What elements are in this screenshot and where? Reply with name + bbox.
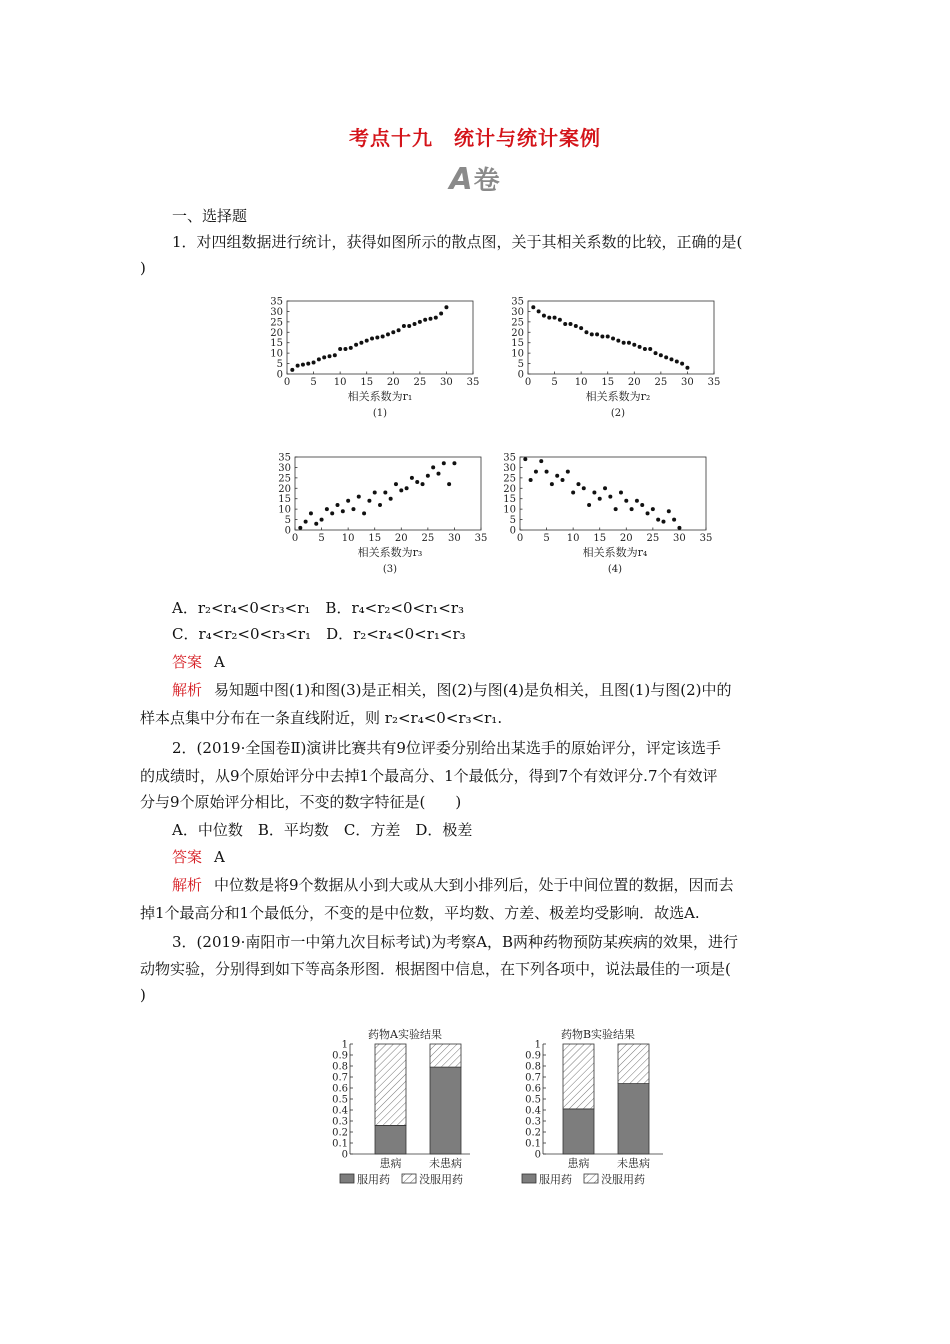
data-point [566,470,570,474]
data-point [407,324,411,328]
data-point [606,334,610,338]
y-tick-label: 0.3 [332,1116,348,1128]
data-point [431,465,435,469]
scatter-plot-2 [511,297,720,420]
data-point [648,347,652,351]
y-tick-label: 0 [534,1149,541,1161]
data-point [563,322,567,326]
y-tick-label: 30 [511,306,524,318]
data-point [595,332,599,336]
data-point [545,470,549,474]
data-point [571,490,575,494]
y-tick-label: 0.2 [332,1127,348,1139]
y-tick-label: 35 [511,296,524,308]
scatter-plot-4 [503,453,712,576]
data-point [553,316,557,320]
x-tick-label: 15 [368,533,382,544]
option-c: r₄<r₂<0<r₃<r₁ [198,625,312,643]
data-point [306,362,310,366]
chart-title: 药物A实验结果 [368,1028,442,1041]
data-point [685,366,689,370]
data-point [590,332,594,336]
bar-charts [0,1020,950,1200]
data-point [558,318,562,322]
bar-chart-a [332,1027,470,1186]
data-point [643,347,647,351]
data-point [397,328,401,332]
x-axis-label: 相关系数为r₁ [347,390,413,403]
bar-no-drug [375,1044,406,1125]
scatter-plot-1 [270,297,479,420]
data-point [619,490,623,494]
y-tick-label: 10 [270,348,283,360]
q2-line3: 分与9个原始评分相比，不变的数字特征是( ) [140,793,462,811]
y-tick-label: 15 [511,338,524,350]
y-tick-label: 0.8 [332,1061,348,1073]
x-tick-label: 35 [466,377,480,388]
data-point [341,509,345,513]
plot-frame [528,301,714,374]
scatter-plot-3 [278,453,487,576]
y-tick-label: 25 [270,317,283,329]
option-d: r₂<r₄<0<r₁<r₃ [353,625,466,643]
y-tick-label: 25 [278,473,291,485]
y-tick-label: 25 [503,473,516,485]
data-point [447,482,451,486]
q3-line3: ) [140,986,146,1004]
legend-swatch-taken [522,1174,536,1183]
data-point [338,347,342,351]
data-point [632,343,636,347]
data-point [523,457,527,461]
y-tick-label: 20 [511,327,524,339]
y-tick-label: 20 [278,483,291,495]
y-tick-label: 30 [503,462,516,474]
y-tick-label: 0.9 [332,1050,348,1062]
data-point [389,497,393,501]
x-tick-label: 35 [474,533,488,544]
data-point [677,526,681,530]
y-tick-label: 10 [511,348,524,360]
data-point [434,316,438,320]
legend-swatch-not-taken [402,1174,416,1183]
q2-line2: 的成绩时，从9个原始评分中去掉1个最高分、1个最低分，得到7个有效评分.7个有效评 [140,767,718,785]
y-tick-label: 0 [284,525,291,537]
q1-options-cd: C．r₄<r₂<0<r₃<r₁ D．r₂<r₄<0<r₁<r₃ [172,625,466,643]
data-point [529,478,533,482]
analysis-label: 解析 [172,876,203,894]
chart-title: 药物B实验结果 [560,1028,636,1041]
data-point [661,520,665,524]
x-tick-label: 10 [341,533,355,544]
data-point [630,507,634,511]
y-tick-label: 0.6 [332,1083,348,1095]
data-point [362,511,366,515]
y-tick-label: 0.6 [525,1083,541,1095]
data-point [290,368,294,372]
data-point [539,459,543,463]
y-tick-label: 0.4 [332,1105,348,1117]
data-point [669,357,673,361]
legend-label-taken: 服用药 [539,1173,572,1186]
y-tick-label: 0.1 [525,1138,541,1150]
q1-stem-line2: ) [140,259,146,277]
data-point [336,503,340,507]
data-point [346,499,350,503]
data-point [428,317,432,321]
data-point [386,332,390,336]
y-tick-label: 0 [341,1149,348,1161]
page-title: 考点十九 统计与统计案例 [349,126,601,150]
legend-label-taken: 服用药 [357,1173,390,1186]
x-tick-label: 0 [516,533,524,544]
q1-options-ab: A．r₂<r₄<0<r₃<r₁ B．r₄<r₂<0<r₁<r₃ [172,599,465,617]
data-point [375,336,379,340]
data-point [325,507,329,511]
x-tick-label: 20 [386,377,400,388]
x-tick-label: 15 [601,377,615,388]
data-point [550,482,554,486]
q2-analysis-line2: 掉1个最高分和1个最低分，不变的是中位数，平均数、方差、极差均受影响．故选A. [140,904,700,922]
x-tick-label: 30 [440,377,453,388]
x-tick-label: 35 [699,533,713,544]
category-label: 患病 [567,1157,590,1170]
data-point [320,518,324,522]
q1-analysis-line2: 样本点集中分布在一条直线附近，则 r₂<r₄<0<r₃<r₁. [140,709,503,727]
data-point [656,518,660,522]
data-point [330,511,334,515]
data-point [555,474,559,478]
data-point [415,480,419,484]
volume-letter: A [449,162,474,197]
plot-caption: (1) [372,408,388,419]
y-tick-label: 10 [278,504,291,516]
data-point [672,518,676,522]
data-point [537,309,541,313]
data-point [576,482,580,486]
q2-line1: 2．(2019·全国卷Ⅱ)演讲比赛共有9位评委分别给出某选手的原始评分，评定该选手 [172,739,721,757]
x-tick-label: 5 [543,533,550,544]
bar-taken-drug [430,1067,461,1154]
y-tick-label: 5 [509,515,516,527]
data-point [635,499,639,503]
q1-analysis-line1: 解析 易知题中图(1)和图(3)是正相关，图(2)与图(4)是负相关，且图(1)与图(2)中的 [172,681,732,699]
data-point [383,490,387,494]
x-axis-label: 相关系数为r₄ [582,546,648,559]
data-point [354,343,358,347]
q1-answer [172,650,852,675]
legend-swatch-taken [340,1174,354,1183]
section-heading: 一、选择题 [172,207,248,225]
data-point [569,322,573,326]
y-tick-label: 35 [503,452,516,464]
x-tick-label: 15 [360,377,374,388]
bar-no-drug [563,1044,594,1109]
data-point [373,490,377,494]
x-tick-label: 20 [619,533,633,544]
option-b: r₄<r₂<0<r₁<r₃ [351,599,465,617]
x-axis-label: 相关系数为r₃ [357,546,423,559]
data-point [309,511,313,515]
data-point [322,355,326,359]
q3-line2: 动物实验，分别得到如下等高条形图．根据图中信息，在下列各项中，说法最佳的一项是( [140,960,731,978]
data-point [418,320,422,324]
analysis-label: 解析 [172,681,203,699]
data-point [333,353,337,357]
data-point [365,339,369,343]
answer-label: 答案 [172,653,203,671]
q2-answer [172,845,852,870]
x-tick-label: 35 [707,377,721,388]
data-point [426,474,430,478]
data-point [444,305,448,309]
data-point [584,330,588,334]
x-tick-label: 5 [310,377,317,388]
data-point [423,318,427,322]
data-point [675,359,679,363]
x-tick-label: 25 [413,377,427,388]
data-point [413,322,417,326]
data-point [359,341,363,345]
data-point [611,337,615,341]
x-tick-label: 30 [448,533,461,544]
data-point [651,507,655,511]
data-point [357,495,361,499]
x-tick-label: 5 [551,377,558,388]
plot-caption: (2) [610,408,626,419]
category-label: 未患病 [429,1157,462,1170]
data-point [312,361,316,365]
y-tick-label: 1 [534,1039,541,1051]
y-tick-label: 0.2 [525,1127,541,1139]
data-point [531,305,535,309]
y-tick-label: 15 [270,338,283,350]
data-point [534,470,538,474]
x-tick-label: 30 [681,377,694,388]
answer-label: 答案 [172,848,203,866]
data-point [405,486,409,490]
x-tick-label: 25 [646,533,660,544]
data-point [402,324,406,328]
y-tick-label: 35 [270,296,283,308]
data-point [351,507,355,511]
y-tick-label: 0.8 [525,1061,541,1073]
data-point [680,362,684,366]
data-point [304,520,308,524]
y-tick-label: 15 [503,494,516,506]
bar-no-drug [618,1044,649,1084]
data-point [582,486,586,490]
category-label: 患病 [379,1157,402,1170]
data-point [614,507,618,511]
data-point [452,461,456,465]
data-point [587,503,591,507]
q2-options: A．中位数 B．平均数 C．方差 D．极差 [172,821,473,839]
y-tick-label: 0.5 [332,1094,348,1106]
x-tick-label: 10 [566,533,580,544]
y-tick-label: 0.9 [525,1050,541,1062]
x-tick-label: 0 [524,377,532,388]
data-point [439,312,443,316]
legend-label-not-taken: 没服用药 [419,1173,463,1186]
x-tick-label: 0 [283,377,291,388]
answer-value: A [214,848,225,866]
answer-value: A [214,653,225,671]
plot-frame [520,457,706,530]
volume-suffix: 卷 [473,166,501,196]
data-point [616,339,620,343]
q1-stem-line1: 1．对四组数据进行统计，获得如图所示的散点图，关于其相关系数的比较，正确的是( [172,233,743,251]
y-tick-label: 0 [509,525,516,537]
data-point [667,509,671,513]
data-point [349,346,353,350]
data-point [627,341,631,345]
scatter-plots [0,290,950,640]
legend-swatch-not-taken [584,1174,598,1183]
volume-heading [0,160,950,197]
data-point [592,490,596,494]
data-point [301,363,305,367]
data-point [328,354,332,358]
y-tick-label: 0.3 [525,1116,541,1128]
data-point [624,499,628,503]
y-tick-label: 5 [284,515,291,527]
data-point [542,314,546,318]
data-point [646,511,650,515]
data-point [317,357,321,361]
q3-line1: 3．(2019·南阳市一中第九次目标考试)为考察A，B两种药物预防某疾病的效果，进行 [172,933,739,951]
y-tick-label: 0.5 [525,1094,541,1106]
data-point [394,482,398,486]
x-tick-label: 0 [291,533,299,544]
x-tick-label: 25 [421,533,435,544]
bar-taken-drug [375,1125,406,1154]
x-axis-label: 相关系数为r₂ [585,390,651,403]
y-tick-label: 5 [517,359,524,371]
y-tick-label: 0 [276,369,283,381]
data-point [574,324,578,328]
data-point [622,341,626,345]
y-tick-label: 30 [278,462,291,474]
data-point [370,337,374,341]
data-point [367,499,371,503]
y-tick-label: 20 [270,327,283,339]
x-tick-label: 15 [593,533,607,544]
y-tick-label: 0.7 [525,1072,541,1084]
data-point [664,355,668,359]
data-point [391,330,395,334]
data-point [378,503,382,507]
data-point [640,503,644,507]
x-tick-label: 10 [574,377,588,388]
data-point [608,495,612,499]
y-tick-label: 25 [511,317,524,329]
plot-caption: (3) [382,564,398,575]
data-point [598,497,602,501]
data-point [314,522,318,526]
category-label: 未患病 [617,1157,650,1170]
data-point [603,486,607,490]
y-tick-label: 15 [278,494,291,506]
x-tick-label: 20 [394,533,408,544]
bar-chart-b [522,1027,663,1186]
bar-no-drug [430,1044,461,1067]
bar-taken-drug [563,1109,594,1154]
data-point [410,476,414,480]
data-point [579,326,583,330]
data-point [399,488,403,492]
q2-analysis-line1: 解析 中位数是将9个数据从小到大或从大到小排列后，处于中间位置的数据，因而去 [172,876,734,894]
data-point [436,472,440,476]
data-point [442,461,446,465]
data-point [298,526,302,530]
data-point [343,347,347,351]
data-point [638,345,642,349]
y-tick-label: 0.1 [332,1138,348,1150]
x-tick-label: 30 [673,533,686,544]
y-tick-label: 5 [276,359,283,371]
y-tick-label: 20 [503,483,516,495]
x-tick-label: 25 [654,377,668,388]
x-tick-label: 5 [318,533,325,544]
x-tick-label: 10 [333,377,347,388]
y-tick-label: 0.7 [332,1072,348,1084]
plot-caption: (4) [607,564,623,575]
x-tick-label: 20 [627,377,641,388]
legend-label-not-taken: 没服用药 [601,1173,645,1186]
y-tick-label: 30 [270,306,283,318]
data-point [561,478,565,482]
bar-taken-drug [618,1084,649,1154]
y-tick-label: 0 [517,369,524,381]
data-point [659,353,663,357]
data-point [296,364,300,368]
y-tick-label: 0.4 [525,1105,541,1117]
data-point [654,351,658,355]
data-point [381,334,385,338]
data-point [421,482,425,486]
option-a: r₂<r₄<0<r₃<r₁ [197,599,311,617]
y-tick-label: 10 [503,504,516,516]
y-tick-label: 1 [341,1039,348,1051]
data-point [600,334,604,338]
y-tick-label: 35 [278,452,291,464]
data-point [547,316,551,320]
